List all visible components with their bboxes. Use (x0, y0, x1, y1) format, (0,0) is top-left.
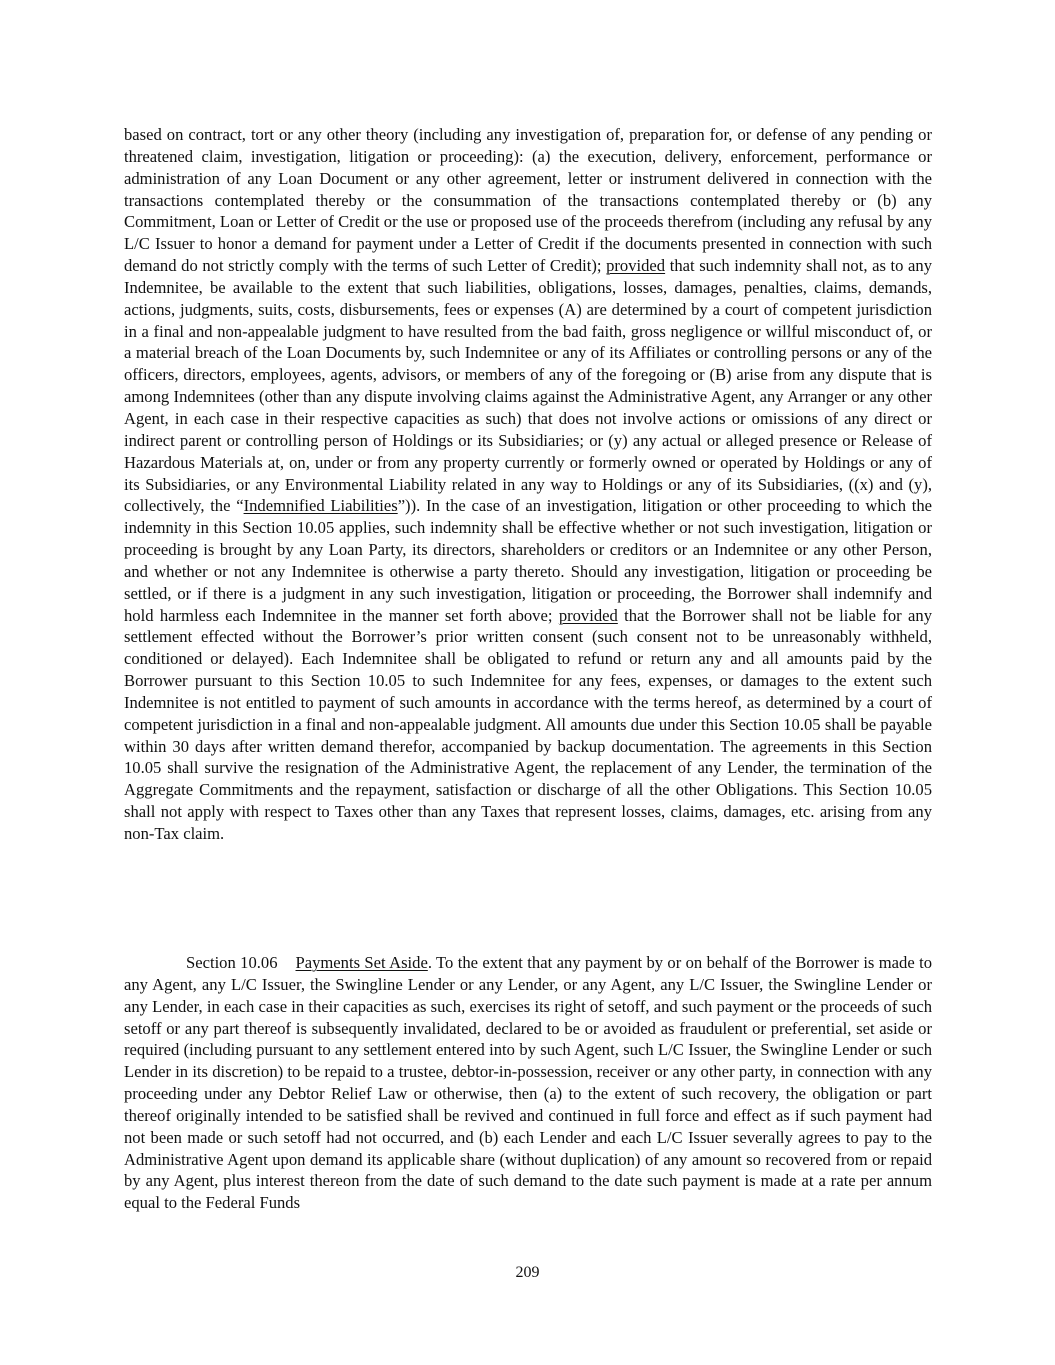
paragraph-section-10-06 (124, 952, 932, 1214)
section-body: . To the extent that any payment by or on behalf of the Borrower is made to any Agent, any L/C Issuer, the Swingline Lender or any Lender, or any Agent, any L/C Issuer, the Swingline Lender or any Lender, in each case in their capacities as such, exercises its right of setoff, and such payment or the proceeds of such setoff or any part thereof is subsequently invalidated, declared to be or avoided as fraudulent or preferential, set aside or required (including pursuant to any settlement entered into by such Agent, such L/C Issuer, the Swingline Lender or such Lender in its discretion) to be repaid to a trustee, debtor-in-possession, receiver or any other party, in connection with any proceeding under any Debtor Relief Law or otherwise, then (a) to the extent of such recovery, the obligation or part thereof originally intended to be satisfied shall be revived and continued in full force and effect as if such payment had not been made or such setoff had not occurred, and (b) each Lender and each L/C Issuer severally agrees to pay to the Administrative Agent upon demand its applicable share (without duplication) of any amount so recovered from or repaid by any Agent, plus interest thereon from the date of such demand to the date such payment is made at a rate per annum equal to the Federal Funds (124, 953, 932, 1213)
section-title: Payments Set Aside (295, 953, 428, 972)
page-number: 209 (515, 1264, 540, 1281)
text-run: that such indemnity shall not, as to any Indemnitee, be available to the extent that such liabilities, obligations, losses, damages, penalties, claims, demands, actions, judgments, suits, costs, disbursements, fees or expenses (A) are determined by a court of competent jurisdiction in a final and non-appealable judgment to have resulted from the bad faith, gross negligence or willful misconduct of, or a material breach of the Loan Documents by, such Indemnitee or any of its Affiliates or controlling persons or any of the officers, directors, employees, agents, advisors, or members of any of the foregoing or (B) arise from any dispute that is among Indemnitees (other than any dispute involving claims against the Administrative Agent, any Arranger or any other Agent, in each case in their respective capacities as such) that does not involve actions or omissions of any direct or indirect parent or controlling person of Holdings or its Subsidiaries; or (y) any actual or alleged presence or Release of Hazardous Materials at, on, under or from any property currently or formerly owned or operated by Holdings or any of its Subsidiaries, or any Environmental Liability related in any way to Holdings or any of its Subsidiaries, ((x) and (y), collectively, the “ (124, 256, 932, 516)
text-run: based on contract, tort or any other theory (including any investigation of, preparation for, or defense of any pending or threatened claim, investigation, litigation or proceeding): (a) the execution, delivery, enforcement, performance or administration of any Loan Document or any other agreement, letter or instrument delivered in connection with the transactions contemplated thereby or the consummation of the transactions contemplated thereby or (b) any Commitment, Loan or Letter of Credit or the use or proposed use of the proceeds therefrom (including any refusal by any L/C Issuer to honor a demand for payment under a Letter of Credit if the documents presented in connection with such demand do not strictly comply with the terms of such Letter of Credit); (124, 125, 932, 276)
text-run: ”)). In the case of an investigation, litigation or other proceeding to which the indemnity in this Section 10.05 applies, such indemnity shall be effective whether or not such investigation, litigation or proceeding is brought by any Loan Party, its directors, shareholders or creditors or an Indemnitee or any other Person, and whether or not any Indemnitee is otherwise a party thereto. Should any investigation, litigation or proceeding be settled, or if there is a judgment in any such investigation, litigation or proceeding, the Borrower shall indemnify and hold harmless each Indemnitee in the manner set forth above; (124, 496, 932, 625)
defined-term-indemnified-liabilities: Indemnified Liabilities (243, 496, 398, 516)
text-run: that the Borrower shall not be liable for any settlement effected without the Borrower’s prior written consent (such consent not to be unreasonably withheld, conditioned or delayed). Each Indemnitee shall be obligated to refund or return any and all amounts paid by the Borrower pursuant to this Section 10.05 to such Indemnitee for any fees, expenses, or damages to the extent such Indemnitee is not entitled to payment of such amounts in accordance with the terms hereof, as determined by a court of competent jurisdiction in a final and non-appealable judgment. All amounts due under this Section 10.05 shall be payable within 30 days after written demand therefor, accompanied by backup documentation. The agreements in this Section 10.05 shall survive the resignation of the Administrative Agent, the replacement of any Lender, the termination of the Aggregate Commitments and the repayment, satisfaction or discharge of all the other Obligations. This Section 10.05 shall not apply with respect to Taxes other than any Taxes that represent losses, claims, damages, etc. arising from any non-Tax claim. (124, 605, 933, 843)
underlined-term-provided: provided (606, 256, 666, 276)
underlined-term-provided: provided (558, 605, 618, 625)
paragraph-section-10-05-continued (124, 124, 932, 845)
section-number: Section 10.06 (186, 953, 278, 972)
